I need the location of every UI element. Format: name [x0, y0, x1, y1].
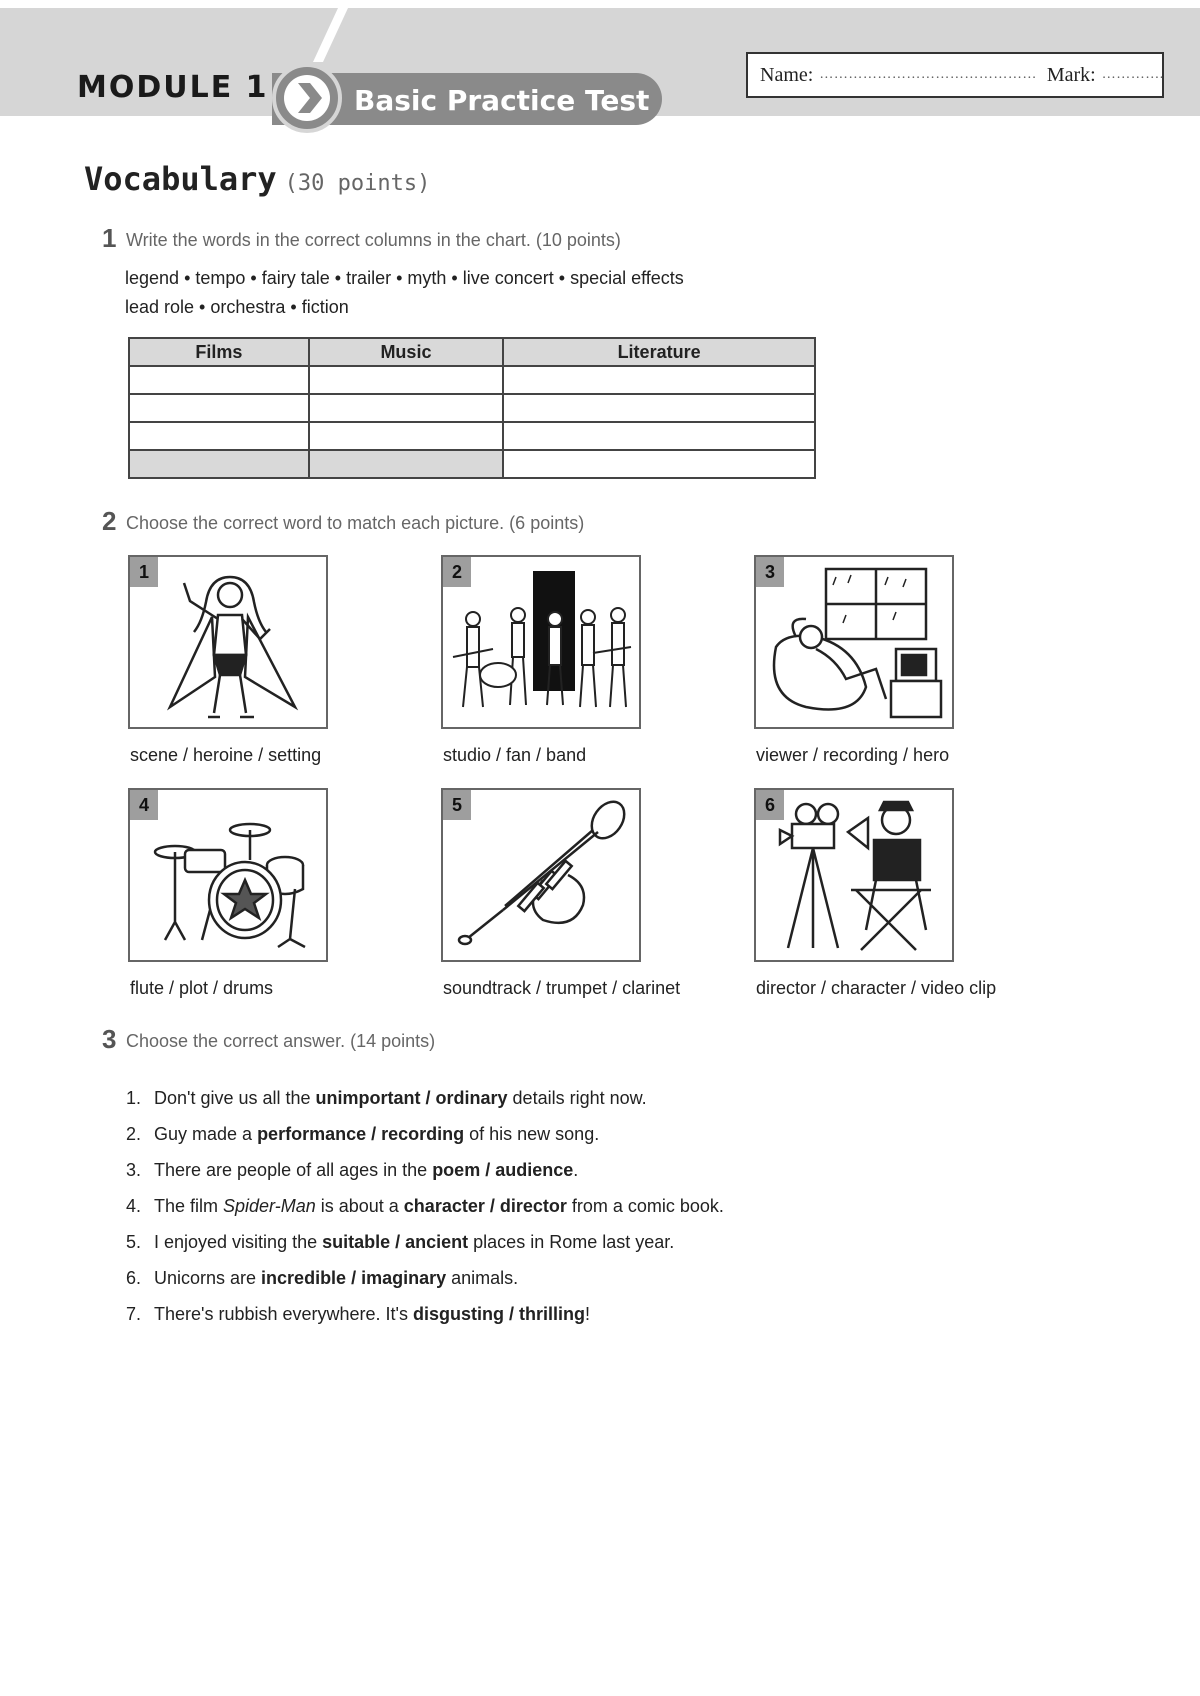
question-text: of his new song. — [464, 1124, 600, 1144]
question-item — [126, 1196, 724, 1217]
answer-choice[interactable]: poem / audience — [432, 1160, 574, 1180]
column-header-films: Films — [129, 338, 309, 366]
answer-choice[interactable]: incredible / imaginary — [261, 1268, 447, 1288]
word-bank-item: fiction — [301, 297, 349, 317]
answer-choice[interactable]: suitable / ancient — [322, 1232, 469, 1252]
picture-5-caption[interactable]: soundtrack / trumpet / clarinet — [443, 978, 681, 998]
chart-cell-shaded — [129, 450, 309, 478]
section-title — [84, 160, 430, 198]
answer-choice[interactable]: unimportant / ordinary — [315, 1088, 508, 1108]
question-title-italic: Spider-Man — [223, 1196, 316, 1216]
test-title: Basic Practice Test — [354, 84, 650, 117]
word-bank-line-2 — [125, 297, 349, 318]
question-number: 1. — [126, 1088, 142, 1108]
mark-label: Mark: — [1046, 63, 1096, 86]
picture-3 — [754, 555, 954, 729]
tv-viewer-icon — [756, 557, 956, 731]
question-text: Guy made a — [154, 1124, 258, 1144]
chart-cell[interactable] — [129, 422, 309, 450]
name-mark-box[interactable] — [746, 52, 1164, 98]
question-item — [126, 1268, 518, 1289]
chart-cell-shaded — [309, 450, 503, 478]
picture-3-caption[interactable]: viewer / recording / hero — [756, 745, 950, 765]
chart-cell[interactable] — [503, 450, 815, 478]
picture-1 — [128, 555, 328, 729]
exercise-1-instruction: Write the words in the correct columns in the chart. (10 points) — [126, 230, 621, 250]
question-number: 6. — [126, 1268, 142, 1288]
mark-field[interactable]: …………. — [1101, 67, 1164, 82]
question-item — [126, 1088, 647, 1109]
picture-5 — [441, 788, 641, 962]
question-text: Unicorns are — [154, 1268, 262, 1288]
chart-cell[interactable] — [129, 366, 309, 394]
picture-2-caption[interactable]: studio / fan / band — [443, 745, 587, 765]
section-points: (30 points) — [284, 171, 431, 196]
question-text: The film — [154, 1196, 224, 1216]
word-separator: • — [199, 297, 206, 317]
question-text: I enjoyed visiting the — [154, 1232, 323, 1252]
word-separator: • — [558, 268, 566, 288]
exercise-1-number: 1 — [102, 223, 117, 253]
picture-badge: 6 — [756, 790, 784, 820]
picture-1-caption[interactable]: scene / heroine / setting — [130, 745, 322, 765]
name-label: Name: — [760, 63, 814, 86]
picture-badge: 2 — [443, 557, 471, 587]
word-bank-item: live concert — [462, 268, 554, 288]
question-text: There are people of all ages in the — [154, 1160, 433, 1180]
question-text: from a comic book. — [566, 1196, 724, 1216]
word-bank-item: trailer — [346, 268, 392, 288]
chart-cell[interactable] — [309, 366, 503, 394]
word-separator: • — [451, 268, 458, 288]
question-text: Don't give us all the — [154, 1088, 316, 1108]
question-text: ! — [584, 1304, 590, 1324]
question-number: 7. — [126, 1304, 142, 1324]
picture-4-caption[interactable]: flute / plot / drums — [130, 978, 274, 998]
picture-2 — [441, 555, 641, 729]
question-text: is about a — [315, 1196, 404, 1216]
drum-kit-icon — [130, 790, 330, 964]
word-bank-item: lead role — [125, 297, 195, 317]
module-title: MODULE 1 — [77, 70, 269, 105]
picture-6-caption[interactable]: director / character / video clip — [756, 978, 997, 998]
question-item — [126, 1160, 578, 1181]
question-text: places in Rome last year. — [468, 1232, 675, 1252]
exercise-3-number: 3 — [102, 1024, 117, 1054]
word-separator: • — [334, 268, 342, 288]
word-bank-line-1 — [125, 268, 684, 289]
word-separator: • — [184, 268, 191, 288]
exercise-3-instruction: Choose the correct answer. (14 points) — [126, 1031, 436, 1051]
column-header-music: Music — [309, 338, 503, 366]
answer-choice[interactable]: disgusting / thrilling — [412, 1304, 585, 1324]
word-bank-item: tempo — [195, 268, 246, 288]
chevron-right-icon — [272, 63, 342, 133]
chart-cell[interactable] — [503, 394, 815, 422]
question-number: 2. — [126, 1124, 142, 1144]
chart-cell[interactable] — [129, 394, 309, 422]
word-separator: • — [396, 268, 403, 288]
film-director-icon — [756, 790, 956, 964]
chart-cell[interactable] — [309, 422, 503, 450]
word-separator: • — [250, 268, 257, 288]
question-number: 3. — [126, 1160, 142, 1180]
question-text: details right now. — [507, 1088, 647, 1108]
picture-6 — [754, 788, 954, 962]
name-field[interactable]: ……………………………………… — [819, 67, 1037, 82]
answer-choice[interactable]: performance / recording — [257, 1124, 465, 1144]
word-bank-item: special effects — [570, 268, 684, 288]
vocabulary-chart — [128, 337, 816, 479]
chart-cell[interactable] — [309, 394, 503, 422]
word-bank-item: fairy tale — [261, 268, 330, 288]
question-number: 5. — [126, 1232, 142, 1252]
picture-badge: 4 — [130, 790, 158, 820]
word-bank-item: orchestra — [210, 297, 286, 317]
question-text: animals. — [446, 1268, 519, 1288]
question-item — [126, 1304, 590, 1325]
trumpet-icon — [443, 790, 643, 964]
word-bank-item: legend — [125, 268, 180, 288]
question-item — [126, 1232, 674, 1253]
superheroine-icon — [130, 557, 330, 731]
section-title-text: Vocabulary — [84, 160, 277, 198]
chart-cell[interactable] — [503, 366, 815, 394]
rock-band-icon — [443, 557, 643, 731]
word-bank-item: myth — [407, 268, 447, 288]
question-text: . — [573, 1160, 579, 1180]
picture-4 — [128, 788, 328, 962]
picture-badge: 1 — [130, 557, 158, 587]
picture-badge: 3 — [756, 557, 784, 587]
question-text: There's rubbish everywhere. It's — [154, 1304, 413, 1324]
picture-badge: 5 — [443, 790, 471, 820]
question-number: 4. — [126, 1196, 142, 1216]
exercise-2-instruction: Choose the correct word to match each picture. (6 points) — [126, 513, 585, 533]
question-item — [126, 1124, 599, 1145]
exercise-2-number: 2 — [102, 506, 117, 536]
column-header-literature: Literature — [503, 338, 815, 366]
answer-choice[interactable]: character / director — [403, 1196, 567, 1216]
word-separator: • — [290, 297, 297, 317]
chart-cell[interactable] — [503, 422, 815, 450]
